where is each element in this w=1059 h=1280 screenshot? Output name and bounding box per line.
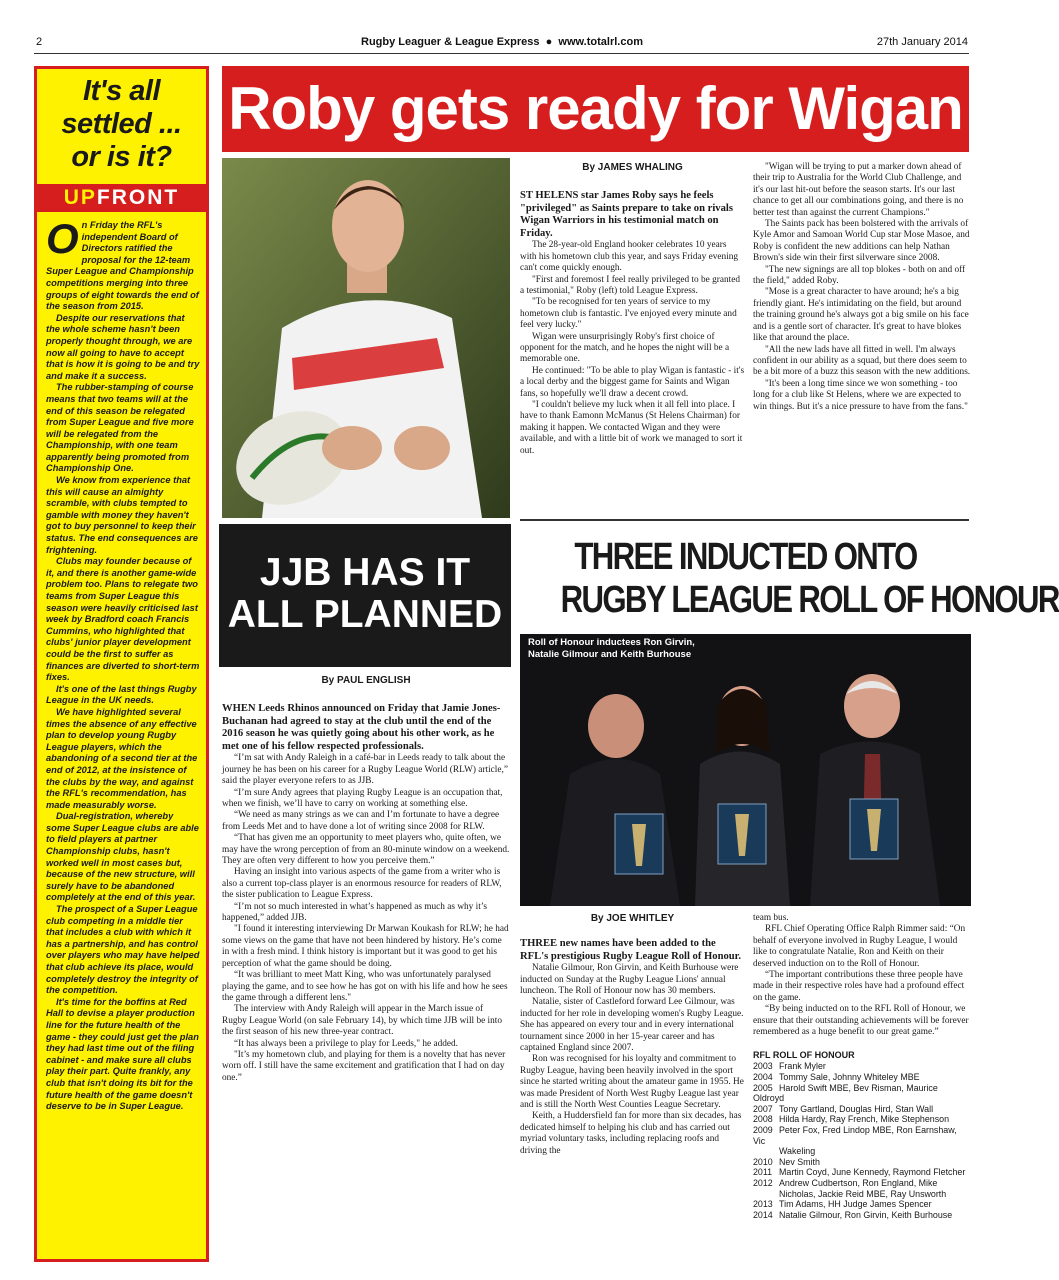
jjb-byline: By PAUL ENGLISH bbox=[321, 675, 411, 686]
roby-paragraph: Wigan were unsurprisingly Roby's first choice of opponent for the match, and he hopes the night will be a memorable one. bbox=[520, 331, 730, 365]
roll-year: 2004 bbox=[753, 1072, 773, 1083]
roll-year: 2008 bbox=[753, 1114, 773, 1125]
roll-year: 2014 bbox=[753, 1209, 773, 1220]
jjb-paragraph: “I’m not so much interested in what’s happened as much as why it’s happened,” added JJB. bbox=[222, 901, 488, 924]
honour-column-1 bbox=[520, 913, 745, 1157]
roby-byline: By JAMES WHALING bbox=[582, 162, 683, 173]
upfront-paragraph: We have highlighted several times the absence of any effective plan to develop young Rugby League players, which the abandoning of a second tier at the end of 2012, at the insistence of the clubs by the way, and against the RFL's recommendation, has made measurably worse. bbox=[46, 706, 198, 810]
player-hand bbox=[322, 426, 382, 470]
roll-entry bbox=[753, 1114, 971, 1125]
roll-entry bbox=[753, 1061, 971, 1072]
roll-entry bbox=[753, 1125, 971, 1146]
upfront-paragraph: The prospect of a Super League club competing in a middle tier that includes a club with which it has a partnership, and has control over players who may have helped that club achieve its place, would completely destroy the integrity of the competition. bbox=[46, 904, 200, 996]
roby-paragraph: "First and foremost I feel really privileged to be granted a testimonial," Roby (left) told League Express. bbox=[520, 274, 740, 296]
roll-year: 2012 bbox=[753, 1178, 773, 1188]
upfront-headline-line: or is it? bbox=[71, 141, 172, 173]
roby-paragraph: "Mose is a great character to have around; he's a big friendly giant. He's intimidating on the field, but around the training ground he's always got a big smile on his face and is a gentle sort of character. It's great to have blokes like that around the place. bbox=[753, 287, 969, 344]
roll-names: Martin Coyd, June Kennedy, Raymond Fletcher bbox=[779, 1167, 966, 1178]
upfront-label-front: FRONT bbox=[96, 186, 180, 209]
roll-entry bbox=[753, 1199, 971, 1210]
roll-names-continued: Nicholas, Jackie Reid MBE, Ray Unsworth bbox=[779, 1188, 947, 1199]
roby-paragraph: "I couldn't believe my luck when it all fell into place. I have to thank Eamonn McManus (St Helens Chairman) for making it happen. We contacted Wigan and they were available, and with a little bit of work we managed to sort it out. bbox=[520, 400, 743, 456]
jjb-paragraph: “It has always been a privilege to play for Leeds," he added. bbox=[234, 1038, 458, 1049]
honour-paragraph: Natalie Gilmour, Ron Girvin, and Keith Burhouse were inducted on Sunday at the Rugby League Lions' annual luncheon. The Roll of Honour now has 30 members. bbox=[520, 963, 739, 996]
roby-paragraph: The 28-year-old England hooker celebrates 10 years with his hometown club this year, and says Friday evening can't come quickly enough. bbox=[520, 240, 739, 274]
jjb-paragraph: “I’m sat with Andy Raleigh in a café-bar in Leeds ready to talk about the journey he has been on his career for a Rugby League World (RLW) article,” said the player everyone refers to as JJB. bbox=[222, 753, 508, 787]
roll-names-continued: Wakeling bbox=[779, 1146, 816, 1157]
issue-date: 27th January 2014 bbox=[876, 36, 968, 48]
roby-paragraph: "The new signings are all top blokes - both on and off the field," added Roby. bbox=[753, 264, 966, 287]
roby-headline: Roby gets ready for Wigan bbox=[222, 66, 969, 152]
jjb-paragraph: “It was brilliant to meet Matt King, who was unfortunately paralysed playing the game, and to see how he has got on with his life and how he sees the game through a different lens." bbox=[222, 970, 508, 1003]
roll-names: Natalie Gilmour, Ron Girvin, Keith Burhouse bbox=[779, 1209, 953, 1220]
upfront-headline-line: It's all bbox=[82, 75, 161, 107]
roll-list-title: RFL ROLL OF HONOUR bbox=[753, 1050, 855, 1061]
jjb-paragraph: The interview with Andy Raleigh will appear in the March issue of Rugby League World (on sale February 14), by which time JJB will be into the first season of his new three-year contract. bbox=[222, 1004, 503, 1038]
roll-entry bbox=[753, 1178, 971, 1189]
upfront-paragraph: Clubs may founder because of it, and there is another game-wide problem too. Plans to relegate two teams from Super League this season were heavily criticised last week by Bradford coach Francis Cummins, who highlighted that clubs' junior player development could be the first to suffer as finances are diverted to short-term fixes. bbox=[46, 556, 200, 683]
header-rule bbox=[34, 53, 969, 54]
roby-paragraph: "All the new lads have all fitted in well. I'm always confident in our ability as a squad, but there does seem to be a bit more of a buzz this season with the new additions. bbox=[753, 344, 971, 378]
jjb-paragraph: “We need as many strings as we can and I’m fortunate to have a degree from Leeds Met and to have done a lot of writing since 2008 for RLW. bbox=[222, 810, 500, 832]
inductees-illustration bbox=[520, 634, 971, 906]
upfront-body bbox=[37, 212, 206, 1113]
jjb-headline-line: ALL PLANNED bbox=[227, 593, 503, 636]
jjb-lead: WHEN Leeds Rhinos announced on Friday that Jamie Jones-Buchanan had agreed to stay at the club until the end of the 2016 season he was quietly going about his other work, as he met one of his fellow respected professionals. bbox=[222, 703, 501, 752]
roby-paragraph: "Wigan will be trying to put a marker down ahead of their trip to Australia for the World Club Challenge, and it's our last hit-out before the season starts. It's our last chance to get all our combinations going, and there is no better test than against the current Champions." bbox=[753, 162, 964, 218]
honour-paragraph: team bus. bbox=[753, 913, 789, 923]
roll-names: Tommy Sale, Johnny Whiteley MBE bbox=[779, 1072, 920, 1083]
honour-byline: By JOE WHITLEY bbox=[590, 913, 675, 924]
upfront-paragraph: Despite our reservations that the whole scheme hasn't been properly thought through, we are now all going to have to accept that is how it is going to be and try and make it a success. bbox=[46, 312, 200, 381]
honour-headline-line: RUGBY LEAGUE ROLL OF HONOUR bbox=[560, 579, 1059, 621]
upfront-paragraph: We know from experience that this will cause an almighty scramble, with clubs tempted to gamble with money they haven't got to buy personnel to keep their status. The end consequences are frightening. bbox=[46, 475, 198, 555]
upfront-paragraph: It's time for the boffins at Red Hall to devise a player production line for the future health of the game - they could just get the plan they had last time out of the filing cabinet - and make sure all clubs play their part. Quite frankly, any club that isn't doing its bit for the future health of the game doesn't deserve to be in Super League. bbox=[46, 996, 199, 1112]
roby-lead: ST HELENS star James Roby says he feels "privileged" as Saints prepare to take on rivals Wigan Warriors in his testimonial match on Friday. bbox=[520, 190, 733, 239]
roby-paragraph: "It's been a long time since we won something - too long for a club like St Helens, where we are expected to win things. But it's a nice pressure to have from the fans." bbox=[753, 378, 968, 412]
roll-entry bbox=[753, 1210, 971, 1221]
masthead-bullet: ● bbox=[545, 36, 553, 48]
roll-names: Peter Fox, Fred Lindop MBE, Ron Earnshaw, Vic bbox=[753, 1125, 957, 1146]
roll-year: 2007 bbox=[753, 1103, 773, 1114]
roll-year: 2003 bbox=[753, 1061, 773, 1072]
page-number: 2 bbox=[36, 36, 43, 48]
roll-entry bbox=[753, 1104, 971, 1115]
roll-names: Nev Smith bbox=[779, 1156, 820, 1167]
roll-year: 2005 bbox=[753, 1082, 773, 1093]
upfront-paragraph: It's one of the last things Rugby League in the UK needs. bbox=[46, 683, 197, 706]
jjb-paragraph: "I found it interesting interviewing Dr Marwan Koukash for RLW; he had some views on the game that have not been hindered by history. He’s come in with a fresh mind. I think history is important but it was good to get his perception of what the game should be doing. bbox=[222, 924, 509, 969]
jjb-paragraph: "It’s my hometown club, and playing for them is a novelty that has never worn off. I still have the same excitement and gratification that I had on day one.” bbox=[222, 1049, 506, 1083]
roby-column-1 bbox=[520, 162, 745, 457]
section-rule bbox=[520, 519, 969, 521]
roby-paragraph: The Saints pack has been bolstered with the arrivals of Kyle Amor and Samoan World Cup star Mose Masoe, and Roby is confident the new additions can help Nathan Brown's side win their first silverware since 2008. bbox=[753, 219, 970, 264]
upfront-headline-line: settled ... bbox=[61, 108, 182, 140]
masthead bbox=[0, 36, 1004, 48]
upfront-paragraph: n Friday the RFL's independent Board of Directors ratified the proposal for the 12-team Super League and Championship competitions merging into three groups of eight towards the end of the season from 2015. bbox=[46, 220, 199, 312]
roll-list bbox=[753, 1061, 971, 1220]
honour-photo bbox=[520, 634, 971, 906]
honour-headline bbox=[560, 536, 1059, 622]
roby-photo bbox=[222, 158, 510, 518]
caption-line: Roll of Honour inductees Ron Girvin, bbox=[528, 637, 695, 648]
honour-column-2 bbox=[753, 913, 971, 1220]
upfront-headline bbox=[37, 69, 206, 174]
honour-headline-line: THREE INDUCTED ONTO bbox=[574, 536, 917, 578]
honour-paragraph: RFL Chief Operating Office Ralph Rimmer said: “On behalf of everyone involved in Rugby League, I would like to congratulate Natalie, Ron and Keith on their deserved induction on to the Roll of Honour. bbox=[753, 924, 966, 969]
honour-paragraph: Ron was recognised for his loyalty and commitment to Rugby League, having been heavily involved in the sport since he started writing about the amateur game in 1955. He was made President of North West Rugby League last year and is still the North West Counties League Secretary. bbox=[520, 1054, 744, 1111]
honour-paragraph: “By being inducted on to the RFL Roll of Honour, we ensure that their outstanding achievements will be forever remembered as a huge benefit to our great game.” bbox=[753, 1004, 969, 1038]
honour-lead: THREE new names have been added to the RFL's prestigious Rugby League Roll of Honour. bbox=[520, 938, 742, 962]
roby-paragraph: "To be recognised for ten years of service to my hometown club is fantastic. I've enjoyed every minute and feel very lucky." bbox=[520, 297, 737, 331]
roby-paragraph: He continued: "To be able to play Wigan is fantastic - it's a local derby and the biggest game for Saints and Wigan fans, so hopefully we'll draw a decent crowd. bbox=[520, 365, 745, 399]
roll-names: Harold Swift MBE, Bev Risman, Maurice Oldroyd bbox=[753, 1082, 938, 1104]
honour-paragraph: Keith, a Huddersfield fan for more than six decades, has dedicated himself to helping his club and has carried out myriad voluntary tasks, including replacing roofs and driving the bbox=[520, 1111, 742, 1156]
roll-year: 2013 bbox=[753, 1199, 773, 1210]
roll-year: 2009 bbox=[753, 1125, 773, 1136]
upfront-label bbox=[37, 184, 206, 212]
jjb-paragraph: Having an insight into various aspects of the game from a writer who is also a current top-class player is an enormous resource for readers of RLW, the sister publication to League Express. bbox=[222, 867, 502, 901]
masthead-title: Rugby Leaguer & League Express bbox=[361, 36, 540, 48]
honour-paragraph: Natalie, sister of Castleford forward Lee Gilmour, was inducted for her role in developing women's Rugby League. She has appeared on every tour and in every international tournament since 2000 in her 15-year career and has captained England since 2007. bbox=[520, 997, 744, 1054]
jjb-column bbox=[222, 675, 510, 1084]
roll-entry bbox=[753, 1072, 971, 1083]
roll-entry bbox=[753, 1157, 971, 1168]
caption-line: Natalie Gilmour and Keith Burhouse bbox=[528, 648, 692, 660]
roll-names: Andrew Cudbertson, Ron England, Mike bbox=[779, 1178, 938, 1188]
roll-year: 2010 bbox=[753, 1156, 773, 1167]
jjb-headline-line: JJB HAS IT bbox=[259, 551, 471, 594]
upfront-paragraph: Dual-registration, whereby some Super League clubs are able to field players at partner Championship clubs, hasn't worked well in most cases but, because of the new structure, will surely have to be abandoned completely at the end of this year. bbox=[46, 811, 199, 903]
honour-paragraph: “The important contributions these three people have made in their respective roles have had a profound effect on the game. bbox=[753, 970, 965, 1003]
photo-caption bbox=[528, 637, 695, 660]
roby-photo-illustration bbox=[222, 158, 510, 518]
roll-entry bbox=[753, 1083, 971, 1104]
person-ron-head bbox=[588, 694, 644, 758]
upfront-label-up: UP bbox=[63, 186, 97, 209]
roll-year: 2011 bbox=[753, 1167, 773, 1178]
roby-column-2 bbox=[753, 162, 971, 413]
player-head bbox=[332, 180, 404, 272]
roll-entry bbox=[753, 1167, 971, 1178]
roll-names: Tim Adams, HH Judge James Spencer bbox=[779, 1199, 932, 1210]
jjb-paragraph: “That has given me an opportunity to meet players who, quite often, we may have the wrong perception of from an 80-minute window on a weekend. They are often very different to how you perceive them.” bbox=[222, 833, 510, 867]
jjb-paragraph: “I’m sure Andy agrees that playing Rugby League is an occupation that, when we finish, we’ll have to carry on working at something else. bbox=[222, 787, 503, 809]
upfront-column bbox=[34, 66, 209, 1262]
roll-names: Hilda Hardy, Ray French, Mike Stephenson bbox=[779, 1114, 950, 1125]
roll-names: Tony Gartland, Douglas Hird, Stan Wall bbox=[779, 1103, 934, 1114]
roll-names: Frank Myler bbox=[779, 1061, 826, 1072]
jjb-headline bbox=[219, 524, 511, 667]
masthead-website[interactable]: www.totalrl.com bbox=[558, 36, 643, 48]
upfront-paragraph: The rubber-stamping of course means that two teams will at the end of this season be relegated from Super League and five more will be relegated from the Championship, with one team apparently being promoted from Championship One. bbox=[46, 382, 194, 474]
drop-cap: O bbox=[46, 215, 79, 262]
